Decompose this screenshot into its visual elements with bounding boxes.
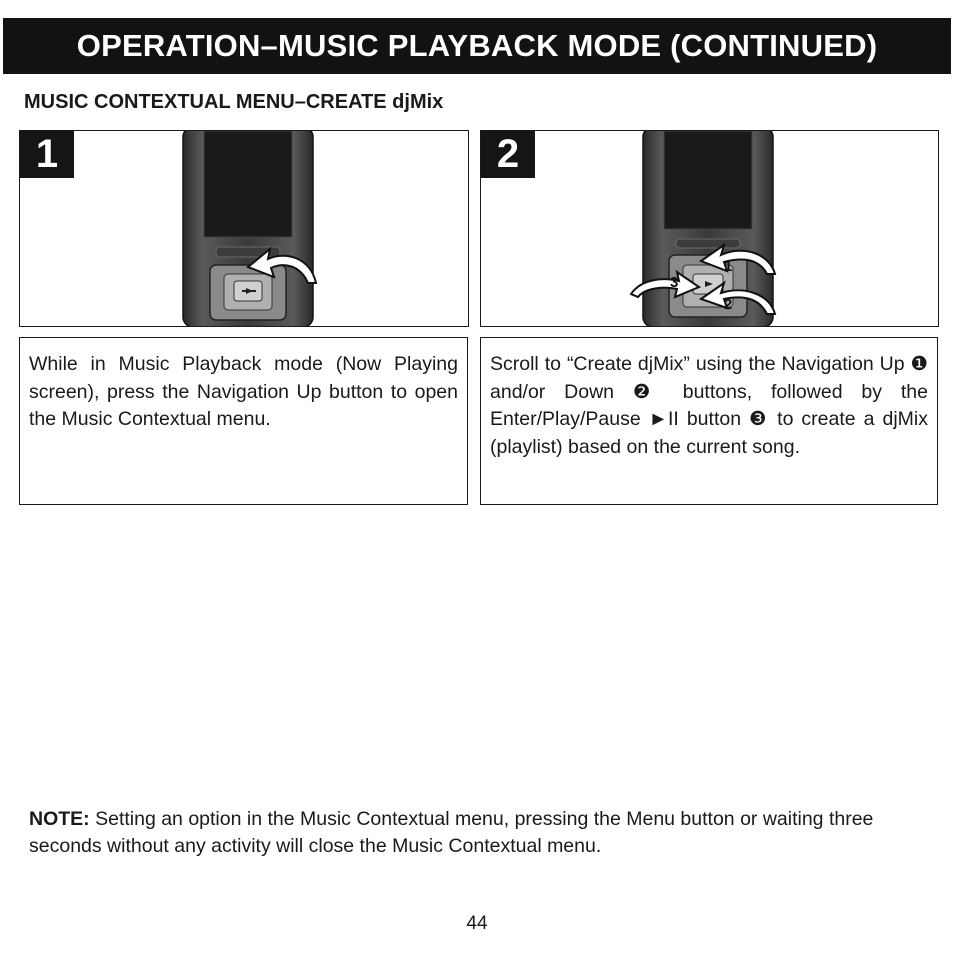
mp3-player-image [20,131,468,326]
note-paragraph [29,806,931,860]
mp3-player-image [481,131,938,326]
section-title: MUSIC CONTEXTUAL MENU–CREATE djMix [24,91,444,113]
step-1-illustration [19,130,469,327]
step-2-text: Scroll to “Create djMix” using the Navigation Up ❶ and/or Down ❷ buttons, followed by the Enter/Play/Pause ►II button ❸ to create a djMix (playlist) based on the current song. [480,337,938,505]
page-number: 44 [466,913,488,934]
step-1-badge: 1 [20,131,74,178]
step-2-illustration [480,130,939,327]
step-2-badge: 2 [481,131,535,178]
callout-2: 2 [724,296,733,313]
step-1-text: While in Music Playback mode (Now Playing screen), press the Navigation Up button to open the Music Contextual menu. [19,337,468,505]
note-label: NOTE: [29,808,90,830]
page-header-title: OPERATION–MUSIC PLAYBACK MODE (CONTINUED) [76,28,878,63]
callout-1: 1 [724,258,733,275]
page-header [3,18,951,74]
note-text: Setting an option in the Music Contextual menu, pressing the Menu button or waiting three seconds without any activity will close the Music Contextual menu. [29,808,874,857]
callout-3: 3 [670,274,679,291]
